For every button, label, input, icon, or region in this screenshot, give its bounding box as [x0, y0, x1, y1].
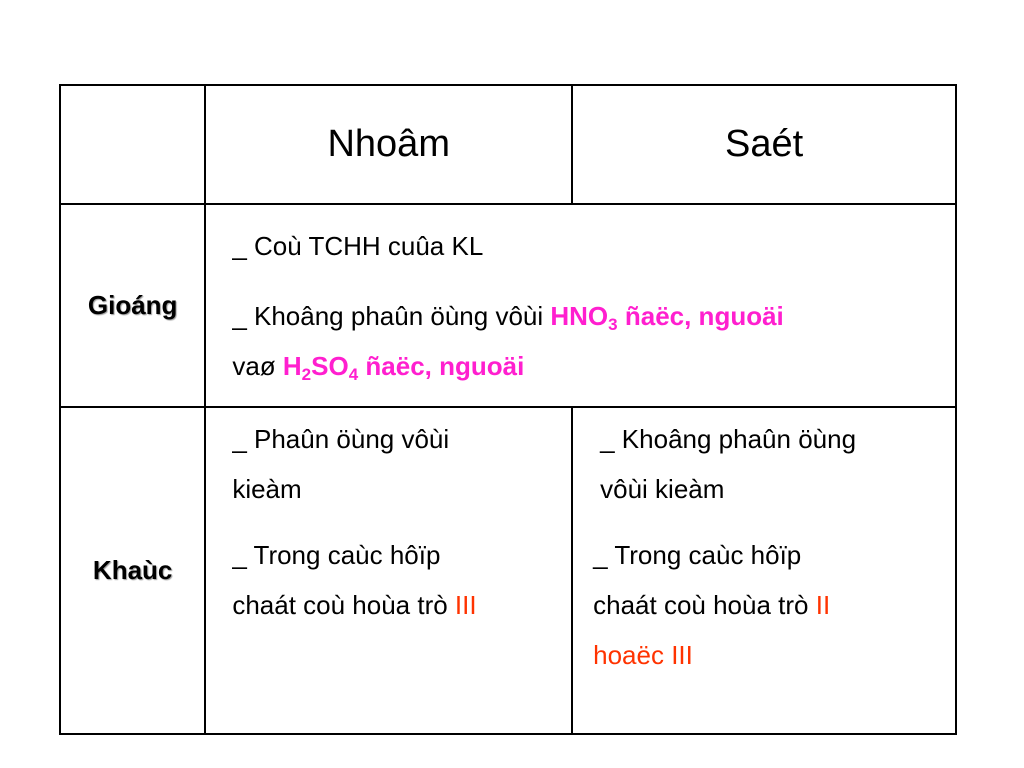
- al-diff-line-1: _ Phaûn öùng vôùi kieàm: [232, 423, 450, 504]
- similarities-content: [205, 204, 956, 407]
- formula-hno3: $HNO_3$ ñaëc, nguoäi: [550, 301, 784, 335]
- corner-cell: [60, 85, 205, 204]
- fe-diff-line-1: _ Khoâng phaûn öùng vôùi kieàm: [600, 423, 857, 504]
- similarity-line-2: [232, 291, 955, 391]
- similarities-row: [60, 204, 956, 407]
- comparison-table: [59, 84, 957, 735]
- aluminium-differences: [205, 407, 572, 734]
- similarities-label: Gioáng: [60, 204, 205, 407]
- differences-row: [60, 407, 956, 734]
- similarity-line-2-mid: vaø: [232, 351, 283, 382]
- fe-diff-line-2: _ Trong caùc hôïp chaát coù hoùa trò II hoaëc III: [593, 539, 831, 670]
- similarity-line-1: _ Coù TCHH cuûa KL: [232, 231, 484, 262]
- differences-label: Khaùc: [60, 407, 205, 734]
- al-valence: III: [454, 589, 477, 620]
- formula-h2so4: $H_2SO_4$ ñaëc, nguoäi: [282, 351, 525, 385]
- header-row: [60, 85, 956, 204]
- similarity-line-2-prefix: _ Khoâng phaûn öùng vôùi: [232, 301, 551, 332]
- al-diff-line-2: _ Trong caùc hôïp chaát coù hoùa trò III: [232, 539, 477, 620]
- fe-valence-alt: hoaëc III: [593, 639, 693, 670]
- header-iron: Saét: [572, 85, 956, 204]
- iron-differences: [572, 407, 956, 734]
- header-aluminium: Nhoâm: [205, 85, 572, 204]
- fe-valence: II: [815, 589, 831, 620]
